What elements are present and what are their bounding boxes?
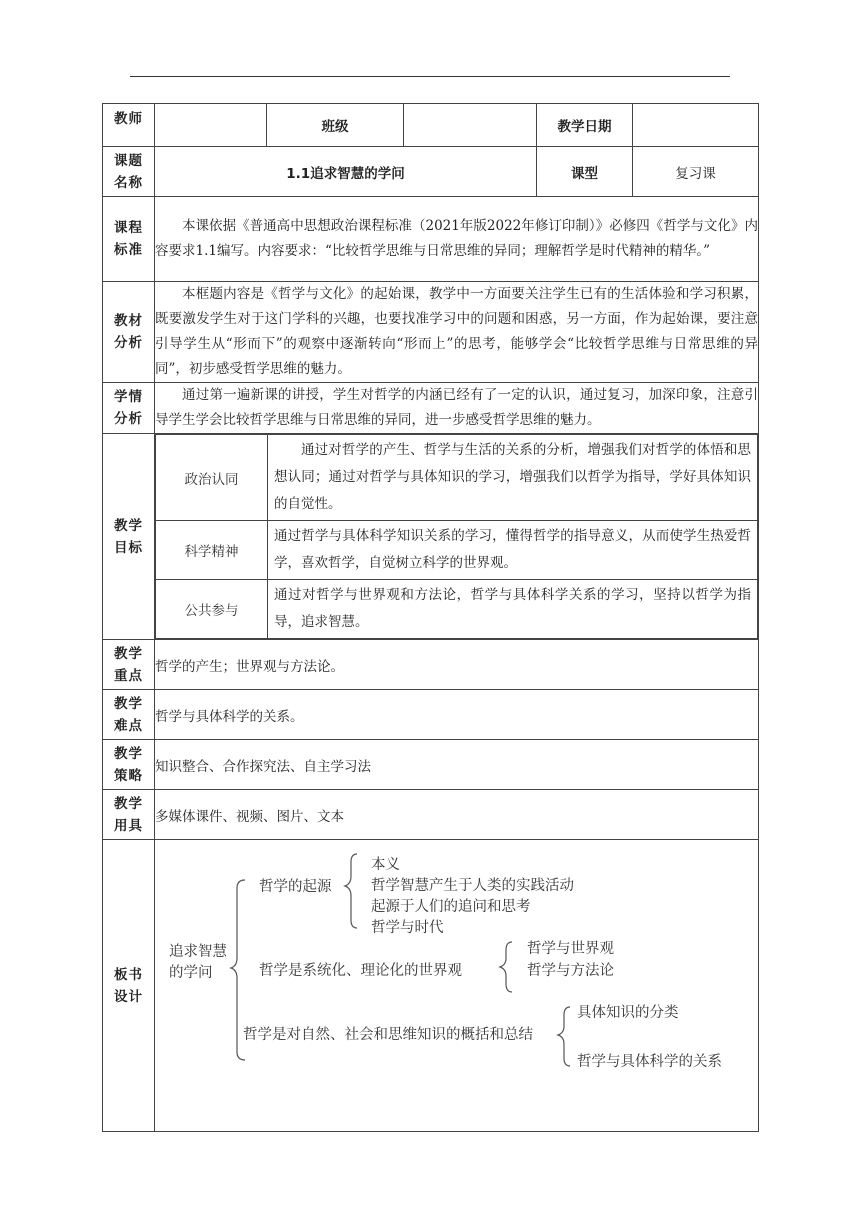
objectives-table [155, 434, 758, 639]
topic-row [103, 147, 759, 197]
objective-text: 通过对哲学与世界观和方法论，哲学与具体科学关系的学习，坚持以哲学为指导，追求智慧。 [268, 580, 758, 639]
objective-name: 公共参与 [156, 580, 268, 639]
learner-label-line2: 分析 [114, 411, 143, 427]
board-branch1-item: 本义 [371, 857, 400, 873]
objectives-label-line2: 目标 [114, 539, 143, 556]
difficulties-label-line2: 难点 [114, 717, 143, 734]
objective-row [156, 521, 758, 580]
board-cell [155, 840, 759, 1132]
standard-label-line1: 课程 [114, 220, 143, 236]
learner-row [103, 383, 759, 434]
objectives-label [103, 434, 155, 640]
tools-text: 多媒体课件、视频、图片、文本 [155, 790, 759, 840]
learner-text: 通过第一遍新课的讲授，学生对哲学的内涵已经有了一定的认识，通过复习，加深印象，注意引导学生学会比较哲学思维与日常思维的异同，进一步感受哲学思维的魅力。 [155, 383, 759, 434]
objectives-row [103, 434, 759, 640]
material-text: 本框题内容是《哲学与文化》的起始课，教学中一方面要关注学生已有的生活体验和学习积累，既要激发学生对于这门学科的兴趣，也要找准学习中的问题和困惑，另一方面，作为起始课，要注意引导学生从“形而下”的观察中逐渐转向“形而上”的思考，能够学会“比较哲学思维与日常思维的异同”，初步感受哲学思维的魅力。 [155, 282, 759, 383]
board-label-line1: 板书 [114, 966, 143, 983]
date-value [633, 104, 759, 147]
difficulties-row [103, 690, 759, 740]
board-branch2-item: 哲学与世界观 [527, 941, 614, 957]
key-points-row [103, 640, 759, 690]
strategy-label-line2: 策略 [114, 767, 143, 784]
board-root-line2: 的学问 [169, 965, 213, 981]
objective-text: 通过对哲学的产生、哲学与生活的关系的分析，增强我们对哲学的体悟和思想认同；通过对哲学与具体知识的学习，增强我们以哲学为指导，学好具体知识的自觉性。 [268, 435, 758, 521]
tools-label-line2: 用具 [114, 817, 143, 834]
topic-label-line1: 课题 [114, 152, 143, 169]
key-points-text: 哲学的产生；世界观与方法论。 [155, 640, 759, 690]
teacher-value [155, 104, 267, 147]
strategy-label [103, 740, 155, 790]
board-row [103, 840, 759, 1132]
material-label [103, 282, 155, 383]
board-branch1: 哲学的起源 [259, 879, 332, 895]
topic-title: 1.1追求智慧的学问 [155, 147, 537, 197]
material-label-line2: 分析 [114, 335, 143, 351]
strategy-label-line1: 教学 [114, 745, 143, 762]
objectives-label-line1: 教学 [114, 517, 143, 534]
topic-label-line2: 名称 [114, 174, 143, 191]
lesson-type-label: 课型 [537, 147, 633, 197]
board-diagram [155, 840, 758, 1125]
board-root-line1: 追求智慧 [169, 944, 227, 960]
objective-name: 政治认同 [156, 435, 268, 521]
board-label [103, 840, 155, 1132]
difficulties-label [103, 690, 155, 740]
header-row [103, 104, 759, 147]
board-branch2-item: 哲学与方法论 [527, 963, 614, 979]
topic-label [103, 147, 155, 197]
key-points-label-line2: 重点 [114, 667, 143, 684]
objectives-cell [155, 434, 759, 640]
header-rule [130, 76, 730, 77]
board-branch1-item: 哲学智慧产生于人类的实践活动 [371, 878, 574, 894]
key-points-label-line1: 教学 [114, 645, 143, 662]
lesson-type-value: 复习课 [633, 147, 759, 197]
objective-row [156, 435, 758, 521]
material-label-line1: 教材 [114, 313, 143, 329]
tools-row [103, 790, 759, 840]
board-branch1-item: 起源于人们的追问和思考 [371, 899, 531, 915]
objective-name: 科学精神 [156, 521, 268, 580]
standard-row [103, 197, 759, 282]
standard-text: 本课依据《普通高中思想政治课程标准（2021年版2022年修订印制）》必修四《哲学与文化》内容要求1.1编写。内容要求：“比较哲学思维与日常思维的异同；理解哲学是时代精神的精华。” [155, 197, 759, 282]
key-points-label [103, 640, 155, 690]
board-branch2: 哲学是系统化、理论化的世界观 [259, 963, 462, 979]
objective-row [156, 580, 758, 639]
tools-label-line1: 教学 [114, 795, 143, 812]
learner-label-line1: 学情 [114, 389, 143, 405]
class-label: 班级 [267, 104, 404, 147]
teacher-label: 教师 [103, 104, 155, 147]
board-branch3: 哲学是对自然、社会和思维知识的概括和总结 [243, 1027, 533, 1043]
board-label-line2: 设计 [114, 988, 143, 1005]
difficulties-label-line1: 教学 [114, 695, 143, 712]
strategy-text: 知识整合、合作探究法、自主学习法 [155, 740, 759, 790]
board-branch3-item: 哲学与具体科学的关系 [577, 1054, 722, 1070]
learner-label [103, 383, 155, 434]
board-branch1-item: 哲学与时代 [371, 920, 444, 936]
date-label: 教学日期 [537, 104, 633, 147]
standard-label [103, 197, 155, 282]
standard-label-line2: 标准 [114, 242, 143, 258]
objective-text: 通过哲学与具体科学知识关系的学习，懂得哲学的指导意义，从而使学生热爱哲学，喜欢哲学，自觉树立科学的世界观。 [268, 521, 758, 580]
difficulties-text: 哲学与具体科学的关系。 [155, 690, 759, 740]
class-value [404, 104, 537, 147]
tools-label [103, 790, 155, 840]
strategy-row [103, 740, 759, 790]
material-row [103, 282, 759, 383]
lesson-plan-table [102, 103, 759, 1132]
board-branch3-item: 具体知识的分类 [577, 1005, 679, 1021]
